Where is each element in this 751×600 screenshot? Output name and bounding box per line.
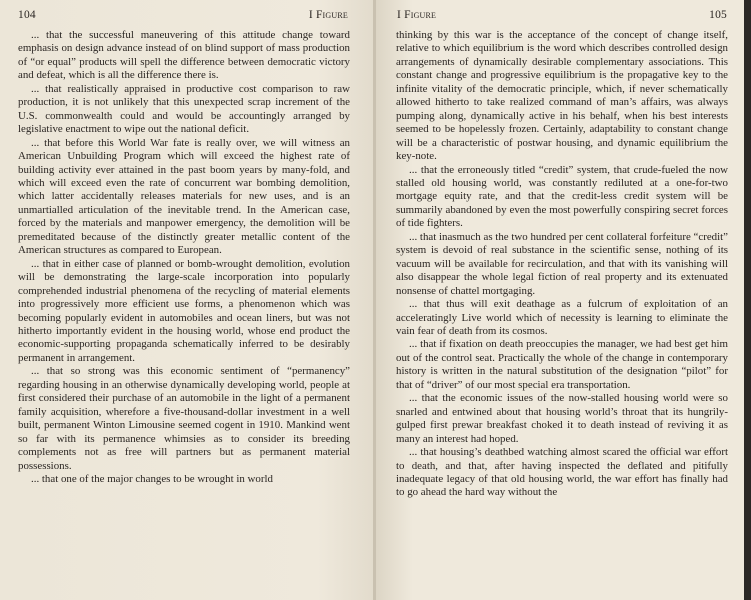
paragraph: ... that one of the major changes to be wrought in world (31, 472, 273, 485)
paragraph: ... that so strong was this economic sentiment of “permanency” regarding housing in an otherwise dynamically developing world, people at first considered their purchase of an automobile in the light of a permanent family acquisition, wherefore a five-thousand-dollar investment in a well built, permanent Winton Limousine seemed cogent in 1910. Mankind went so far with its permanence whimsies as to consider its breeding complements not as free will partners but as permanent material possessions. (18, 365, 350, 472)
paragraph: ... that inasmuch as the two hundred per cent collateral forfeiture “credit” system is devoid of real substance in the scientific sense, nothing of its vacuum will be available for recirculation, and that with its vanishing will also disappear the whole legal fiction of real property and its extenuated nonsense of chattel mortgaging. (396, 230, 728, 297)
paragraph: ... that the successful maneuvering of this attitude change toward emphasis on design advance instead of on blind support of mass production of “or equal” products will spell the difference between democratic victory and defeat, which is all the difference there is. (18, 29, 350, 82)
paragraph: ... that in either case of planned or bomb-wrought demolition, evolution will be demonstrating the large-scale incorporation into popularly comprehended industrial phenomena of the recycling of material elements into progressively more efficient use forms, a phenomenon which was becoming popularly evident in automobiles and ocean liners, but was not hitherto importantly evident in the housing world, whose end product the economic-supporting propaganda schematically inferred to be desirably permanent in arrangement. (18, 257, 350, 364)
paragraph: ... that housing’s deathbed watching almost scared the official war effort to death, and that, after having inspected the deflated and pitifully inadequate legacy of that old housing world, the war effort has finally had to go ahead the hard way without the (396, 446, 728, 499)
continued-paragraph: thinking by this war is the acceptance of the concept of change itself, relative to which equilibrium is the word which describes controlled design arrangements of dynamically desirable complementary associations. This constant change and progressive equilibrium is the propagative key to the infinite vitality of the democratic principle, which, if never schematically allowed hitherto to take realized command of man’s affairs, was always pumping along, dynamically active in his behalf, when his best interests seemed to be hopelessly frozen. Certainly, adaptability to constant change will be a characteristic of postwar housing, and dynamic equilibrium the key-note. (396, 29, 728, 163)
paragraph: ... that the economic issues of the now-stalled housing world were so snarled and entwined about that housing world’s throat that its hungrily-gulped first prewar breakfast choked it to death instead of reviving it as many an interest had hoped. (396, 392, 728, 445)
paragraph: ... that realistically appraised in productive cost comparison to raw production, it is not unlikely that this unexpected scrap increment of the U.S. commonwealth could and would be accountingly arranged by legislative enactment to wipe out the national deficit. (18, 82, 350, 136)
right-page (376, 0, 744, 600)
running-head: I Figure (308, 9, 348, 21)
left-page-body (18, 29, 350, 486)
page-number: 105 (709, 9, 727, 21)
page-edge (744, 0, 751, 600)
paragraph: ... that thus will exit deathage as a fulcrum of exploitation of an acceleratingly Live world which of necessity is learning to eliminate the vain fear of death from its cosmos. (396, 298, 728, 337)
running-head: I Figure (397, 9, 437, 21)
left-page (0, 0, 374, 600)
right-page-body (396, 29, 728, 500)
page-number: 104 (18, 9, 36, 21)
paragraph: ... that the erroneously titled “credit” system, that crude-fueled the now stalled old housing world, was constantly rediluted at a one-for-two mortgage equity rate, and that the credit-less credit system will be summarily abandoned by even the most powerfully conspiring secret forces of tide fighters. (396, 163, 728, 230)
paragraph: ... that if fixation on death preoccupies the manager, we had best get him out of the control seat. Practically the whole of the change in contemporary history is written in the natural substitution of the designation “pilot” for that of “driver” of our most special era transportation. (396, 338, 728, 391)
paragraph: ... that before this World War fate is really over, we will witness an American Unbuilding Program which will exceed the highest rate of building activity ever attained in the past boom years by many-fold, and which will exceed even the rate of concurrent war bombing demolition, which latter accidentally releases materials for new uses, and is an unmartialled articulation of the inevitable trend. In the American case, forced by the materials and manpower emergency, the demolition will be premeditated because of the distinctly greater metallic content of the American structures as compared to European. (18, 136, 350, 257)
